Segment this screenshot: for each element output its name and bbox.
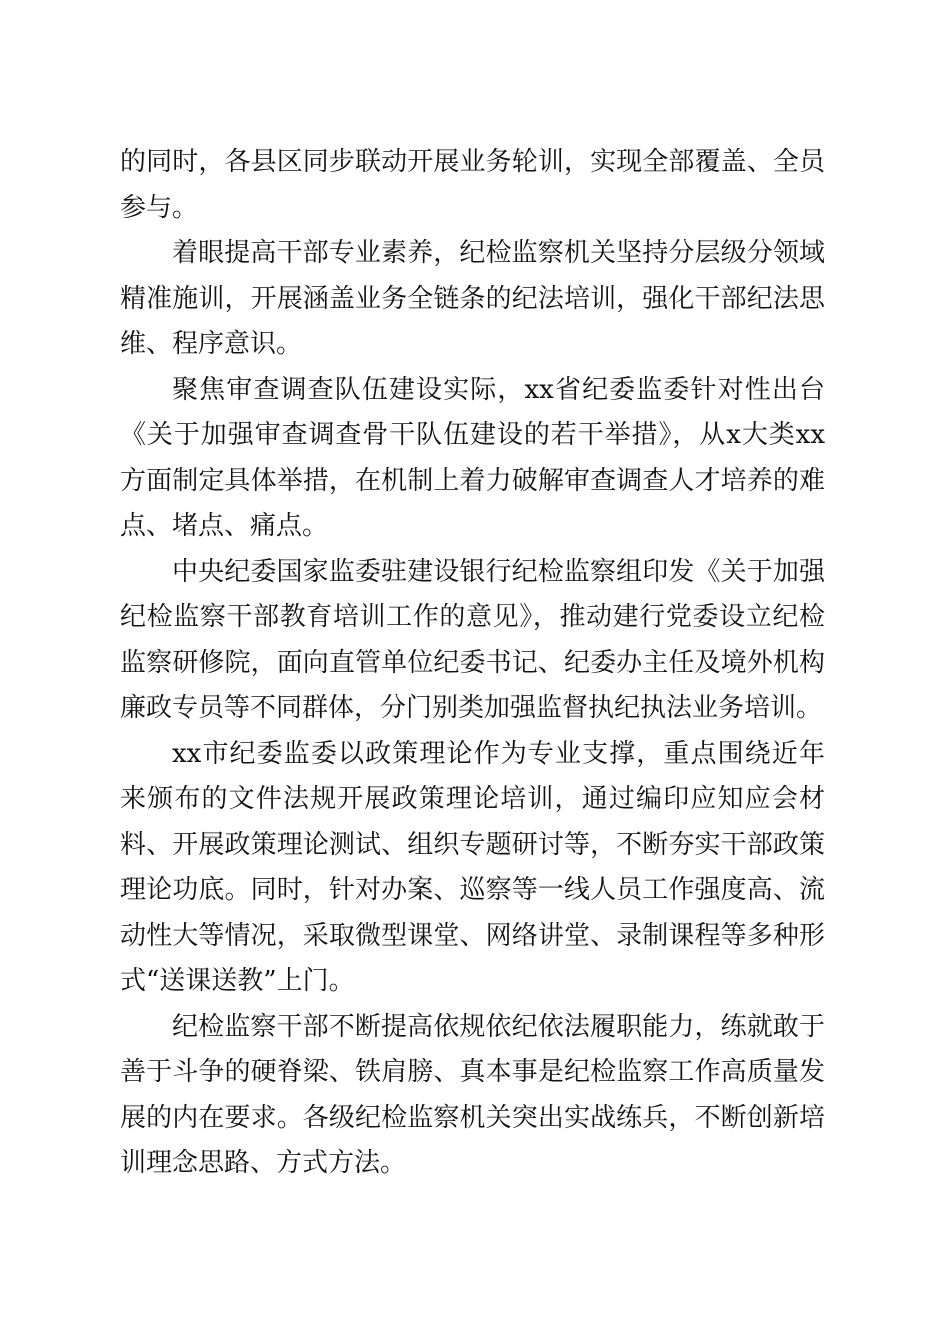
paragraph-continued: 的同时，各县区同步联动开展业务轮训，实现全部覆盖、全员参与。 [120,147,825,223]
paragraph-city-policy-training: xx市纪委监委以政策理论作为专业支撑，重点围绕近年来颁布的文件法规开展政策理论培训，通过编印应知应会材料、开展政策理论测试、组织专题研讨等，不断夯实干部政策理论功底。同时，针对办案、巡察等一线人员工作强度高、流动性大等情况，采取微型课堂、网络讲堂、录制课程等多种形式“送课送教”上门。 [120,738,825,996]
document-body [120,140,825,1187]
paragraph-professional-training: 着眼提高干部专业素养，纪检监察机关坚持分层级分领域精准施训，开展涵盖业务全链条的纪法培训，强化干部纪法思维、程序意识。 [120,238,825,359]
paragraph-conclusion: 纪检监察干部不断提高依规依纪依法履职能力，练就敢于善于斗争的硬脊梁、铁肩膀、真本事是纪检监察工作高质量发展的内在要求。各级纪检监察机关突出实战练兵，不断创新培训理念思路、方式方法。 [120,1011,825,1178]
paragraph-ccb-inspection-group: 中央纪委国家监委驻建设银行纪检监察组印发《关于加强纪检监察干部教育培训工作的意见》，推动建行党委设立纪检监察研修院，面向直管单位纪委书记、纪委办主任及境外机构廉政专员等不同群体，分门别类加强监督执纪执法业务培训。 [120,556,825,723]
paragraph-investigation-team: 聚焦审查调查队伍建设实际，xx省纪委监委针对性出台《关于加强审查调查骨干队伍建设的若干举措》，从x大类xx方面制定具体举措，在机制上着力破解审查调查人才培养的难点、堵点、痛点。 [120,374,825,541]
